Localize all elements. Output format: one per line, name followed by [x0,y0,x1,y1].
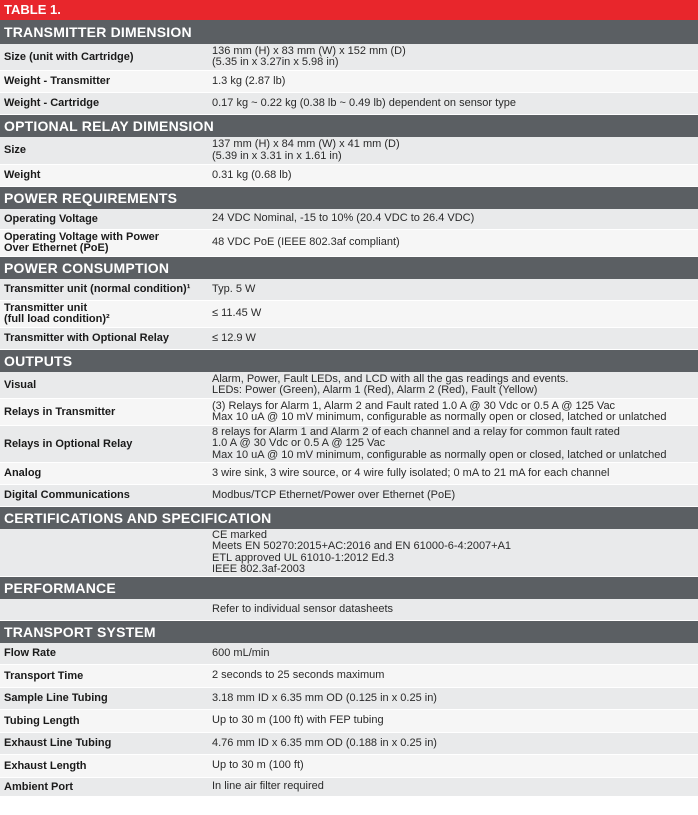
table-row [0,230,698,257]
value-line: Up to 30 m (100 ft) with FEP tubing [212,714,384,727]
value-line: 0.31 kg (0.68 lb) [212,168,292,181]
value-line: 8 relays for Alarm 1 and Alarm 2 of each channel and a relay for common fault rated [212,425,620,438]
row-label: Transmitter with Optional Relay [4,332,170,344]
row-value [208,93,698,114]
row-value [208,463,698,484]
section-header: TRANSMITTER DIMENSION [0,20,698,44]
value-line: ETL approved UL 61010-1:2012 Ed.3 [212,551,395,564]
value-line: (5.35 in x 3.27in x 5.98 in) [212,56,339,68]
value-line: Max 10 uA @ 10 mV minimum, configurable as normally open or closed, latched or unlatched [212,411,667,423]
value-line: Meets EN 50270:2015+AC:2016 and EN 61000-6-4:2007+A1 [212,540,512,552]
row-label: Digital Communications [4,489,130,501]
row-label: Transmitter unit (normal condition)¹ [4,283,191,295]
table-row [0,485,698,507]
row-label: Visual [4,378,37,391]
value-line: 4.76 mm ID x 6.35 mm OD (0.188 in x 0.25 in) [212,736,437,749]
row-label: Weight - Cartridge [4,97,100,109]
row-label: Exhaust Line Tubing [4,737,112,749]
row-value [208,209,698,229]
row-value [208,733,698,754]
table-row [0,529,698,577]
table-row [0,399,698,426]
value-line: 48 VDC PoE (IEEE 802.3af compliant) [212,236,400,249]
table-row [0,643,698,665]
table-row [0,599,698,621]
row-label: Ambient Port [4,780,74,793]
row-label: Relays in Transmitter [4,405,116,418]
row-value [208,372,698,398]
table-row [0,733,698,755]
table-row [0,279,698,301]
row-label [0,529,208,576]
section-header: CERTIFICATIONS AND SPECIFICATION [0,507,698,529]
row-value [208,599,698,620]
row-value [208,230,698,256]
row-value [208,44,698,70]
table-row [0,463,698,485]
section-header: POWER REQUIREMENTS [0,187,698,209]
table-row [0,93,698,115]
row-label: Operating Voltage [4,212,98,225]
table-row [0,665,698,688]
table-row [0,301,698,328]
row-label: Transport Time [4,669,84,682]
row-value [208,328,698,349]
table-row [0,44,698,71]
row-value [208,71,698,92]
section-header: TRANSPORT SYSTEM [0,621,698,643]
value-line: 1.3 kg (2.87 lb) [212,74,286,87]
row-label: Size (unit with Cartridge) [4,50,134,63]
value-line: LEDs: Power (Green), Alarm 1 (Red), Alarm 2 (Red), Fault (Yellow) [212,384,538,396]
row-value [208,485,698,506]
value-line: In line air filter required [212,780,324,793]
value-line: Up to 30 m (100 ft) [212,759,304,772]
value-line: 2 seconds to 25 seconds maximum [212,669,385,682]
table-row [0,137,698,165]
value-line: 3 wire sink, 3 wire source, or 4 wire fully isolated; 0 mA to 21 mA for each channel [212,466,610,479]
row-label: Sample Line Tubing [4,692,108,704]
value-line: Typ. 5 W [212,282,256,295]
row-label: Transmitter unit (full load condition)² [4,302,110,325]
row-value [208,529,698,576]
value-line: IEEE 802.3af-2003 [212,563,305,575]
row-value [208,710,698,732]
row-value [208,755,698,777]
table-row [0,755,698,778]
value-line: 24 VDC Nominal, -15 to 10% (20.4 VDC to 26.4 VDC) [212,212,475,225]
row-value [208,165,698,186]
value-line: Alarm, Power, Fault LEDs, and LCD with all the gas readings and events. [212,372,569,385]
row-value [208,137,698,164]
row-label: Flow Rate [4,647,56,659]
value-line: 136 mm (H) x 83 mm (W) x 152 mm (D) [212,44,406,57]
value-line: 137 mm (H) x 84 mm (W) x 41 mm (D) [212,138,400,150]
value-line: Max 10 uA @ 10 mV minimum, configurable as normally open or closed, latched or unlatched [212,448,667,461]
row-label: Size [4,144,27,156]
row-label: Operating Voltage with Power Over Ethernet (PoE) [4,231,160,254]
value-line: 1.0 A @ 30 Vdc or 0.5 A @ 125 Vac [212,437,386,450]
table-body [0,20,698,797]
table-row [0,165,698,187]
row-value [208,665,698,687]
value-line: ≤ 11.45 W [212,307,262,320]
table-row [0,710,698,733]
row-value [208,426,698,462]
row-label [0,599,208,620]
table-row [0,778,698,797]
row-value [208,279,698,300]
value-line: 0.17 kg ~ 0.22 kg (0.38 lb ~ 0.49 lb) dependent on sensor type [212,96,516,109]
row-label: Weight - Transmitter [4,75,111,87]
section-header: OUTPUTS [0,350,698,372]
section-header: POWER CONSUMPTION [0,257,698,279]
table-row [0,426,698,463]
section-header: OPTIONAL RELAY DIMENSION [0,115,698,137]
value-line: (5.39 in x 3.31 in x 1.61 in) [212,149,342,162]
section-header: PERFORMANCE [0,577,698,599]
value-line: Refer to individual sensor datasheets [212,602,393,615]
table-row [0,688,698,710]
row-label: Exhaust Length [4,759,87,772]
row-value [208,778,698,796]
row-label: Tubing Length [4,714,80,727]
table-row [0,328,698,350]
row-value [208,643,698,664]
row-label: Weight [4,169,41,181]
value-line: Modbus/TCP Ethernet/Power over Ethernet (PoE) [212,488,456,501]
table-title: TABLE 1. [0,0,698,20]
table-row [0,71,698,93]
row-value [208,301,698,327]
row-value [208,688,698,709]
row-label: Analog [4,467,42,479]
row-label: Relays in Optional Relay [4,437,133,450]
value-line: CE marked [212,528,268,541]
table-row [0,209,698,230]
value-line: ≤ 12.9 W [212,331,256,344]
table-row [0,372,698,399]
value-line: 600 mL/min [212,646,270,659]
value-line: 3.18 mm ID x 6.35 mm OD (0.125 in x 0.25 in) [212,691,437,704]
row-value [208,399,698,425]
value-line: (3) Relays for Alarm 1, Alarm 2 and Fault rated 1.0 A @ 30 Vdc or 0.5 A @ 125 Vac [212,399,616,412]
